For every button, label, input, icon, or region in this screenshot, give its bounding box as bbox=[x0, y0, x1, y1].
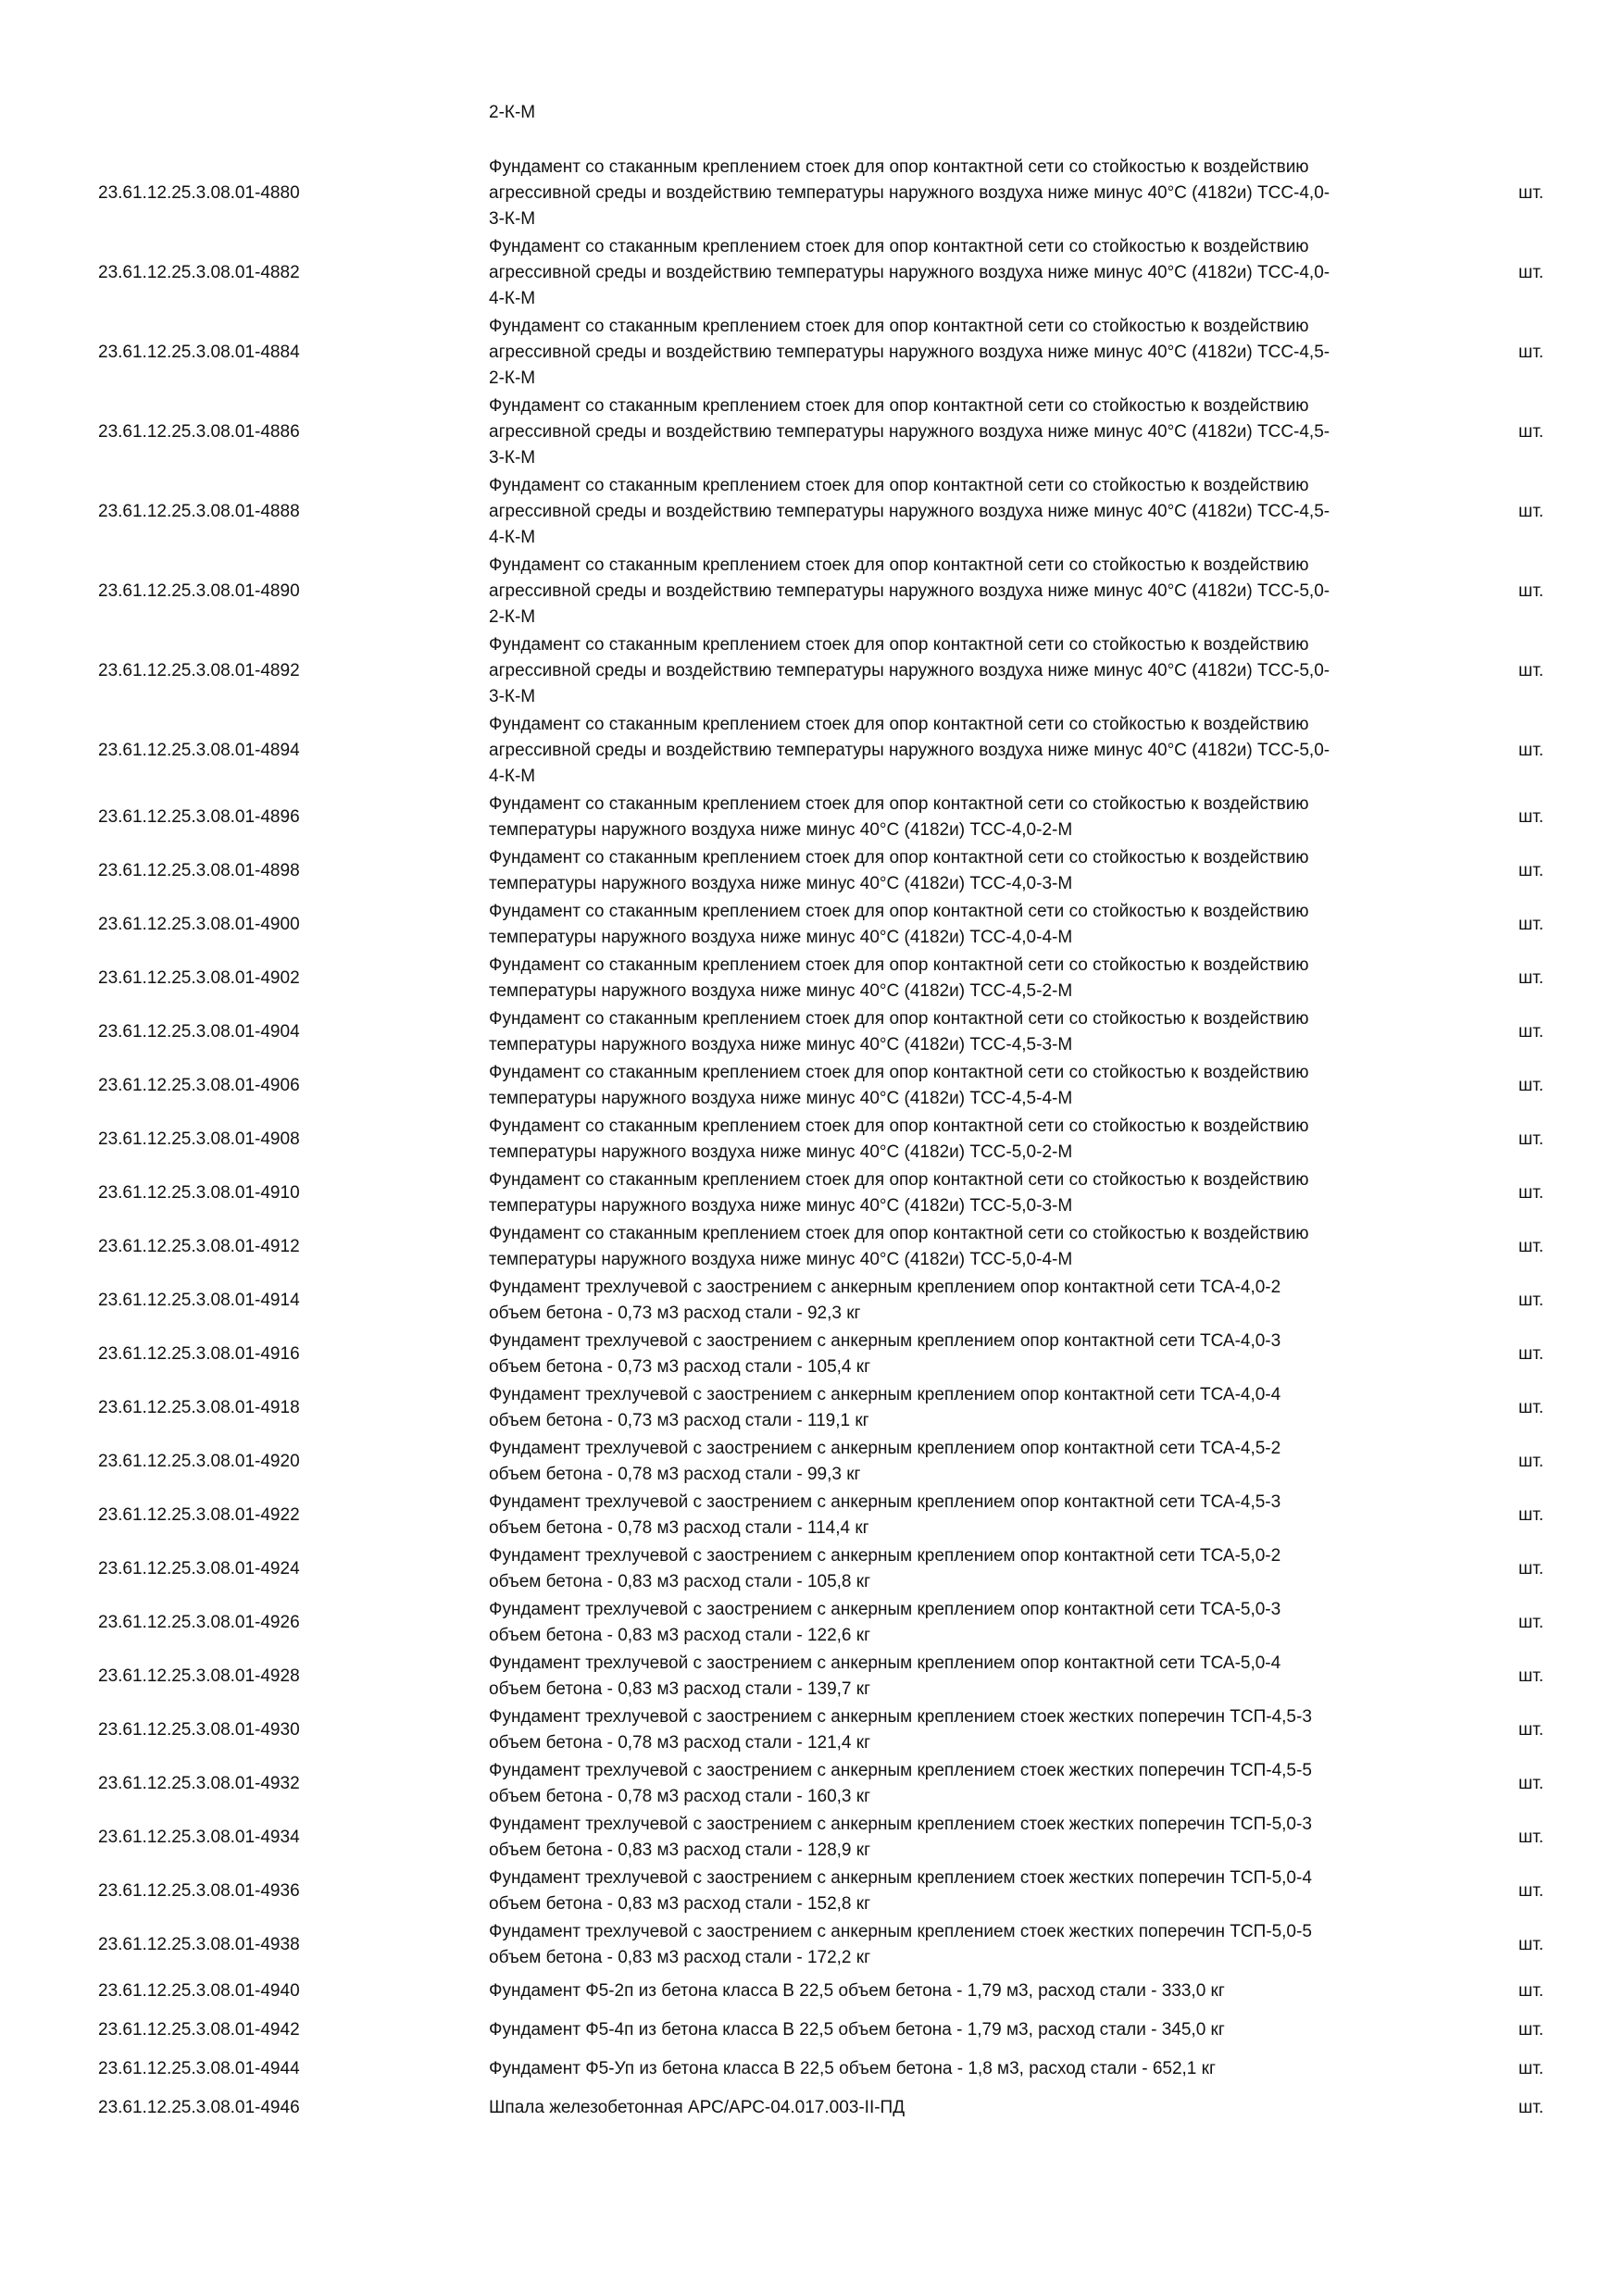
item-unit: шт. bbox=[1518, 806, 1544, 827]
item-code: 23.61.12.25.3.08.01-4882 bbox=[98, 262, 300, 282]
item-description: Фундамент со стаканным креплением стоек для опор контактной сети со стойкостью к воздействию температуры наружного воздуха ниже минус 40°С (4182и) ТСС-4,5-4-М bbox=[489, 1062, 1309, 1108]
item-code: 23.61.12.25.3.08.01-4928 bbox=[98, 1666, 300, 1686]
item-unit: шт. bbox=[1518, 1504, 1544, 1525]
item-description: Фундамент трехлучевой с заострением с анкерным креплением опор контактной сети ТСА-4,0-4 объем бетона - 0,73 м3 расход стали - 119,1 кг bbox=[489, 1384, 1281, 1430]
item-description: Фундамент трехлучевой с заострением с анкерным креплением опор контактной сети ТСА-4,0-2 объем бетона - 0,73 м3 расход стали - 92,3 кг bbox=[489, 1277, 1281, 1323]
item-list bbox=[0, 154, 1624, 2128]
item-unit: шт. bbox=[1518, 421, 1544, 442]
table-row bbox=[0, 1381, 1624, 1434]
item-description: Фундамент трехлучевой с заострением с анкерным креплением стоек жестких поперечин ТСП-5,0-5 объем бетона - 0,83 м3 расход стали - 172,2 кг bbox=[489, 1921, 1312, 1967]
item-unit: шт. bbox=[1518, 1236, 1544, 1256]
table-row bbox=[0, 1489, 1624, 1541]
item-description: Фундамент трехлучевой с заострением с анкерным креплением опор контактной сети ТСА-5,0-2 объем бетона - 0,83 м3 расход стали - 105,8 кг bbox=[489, 1545, 1281, 1591]
item-description: Фундамент со стаканным креплением стоек для опор контактной сети со стойкостью к воздействию температуры наружного воздуха ниже минус 40°С (4182и) ТСС-4,5-3-М bbox=[489, 1008, 1309, 1054]
item-code: 23.61.12.25.3.08.01-4912 bbox=[98, 1236, 300, 1256]
table-row bbox=[0, 1435, 1624, 1488]
table-row bbox=[0, 2050, 1624, 2088]
table-row bbox=[0, 313, 1624, 392]
item-description: Фундамент трехлучевой с заострением с анкерным креплением стоек жестких поперечин ТСП-5,0-3 объем бетона - 0,83 м3 расход стали - 128,9 кг bbox=[489, 1814, 1312, 1860]
item-unit: шт. bbox=[1518, 342, 1544, 362]
item-unit: шт. bbox=[1518, 1075, 1544, 1095]
item-description: Фундамент со стаканным креплением стоек для опор контактной сети со стойкостью к воздействию агрессивной среды и воздействию температуры наружного воздуха ниже минус 40°С (4182и) ТСС-4,5- 2-К-М bbox=[489, 316, 1330, 388]
item-code: 23.61.12.25.3.08.01-4932 bbox=[98, 1773, 300, 1793]
item-unit: шт. bbox=[1518, 182, 1544, 203]
table-row bbox=[0, 1167, 1624, 1219]
item-description: Фундамент Ф5-4п из бетона класса В 22,5 объем бетона - 1,79 м3, расход стали - 345,0 кг bbox=[489, 2019, 1225, 2040]
continuation-text: 2-К-М bbox=[489, 103, 536, 122]
item-unit: шт. bbox=[1518, 1880, 1544, 1901]
table-row bbox=[0, 1865, 1624, 1917]
item-unit: шт. bbox=[1518, 740, 1544, 760]
table-row bbox=[0, 1328, 1624, 1380]
item-unit: шт. bbox=[1518, 1827, 1544, 1847]
item-unit: шт. bbox=[1518, 262, 1544, 282]
table-row bbox=[0, 1059, 1624, 1112]
item-unit: шт. bbox=[1518, 1290, 1544, 1310]
table-row bbox=[0, 1757, 1624, 1810]
item-code: 23.61.12.25.3.08.01-4890 bbox=[98, 580, 300, 601]
item-code: 23.61.12.25.3.08.01-4896 bbox=[98, 806, 300, 827]
item-unit: шт. bbox=[1518, 1021, 1544, 1042]
item-description: Фундамент со стаканным креплением стоек для опор контактной сети со стойкостью к воздействию температуры наружного воздуха ниже минус 40°С (4182и) ТСС-5,0-4-М bbox=[489, 1223, 1309, 1269]
table-row bbox=[0, 898, 1624, 951]
item-code: 23.61.12.25.3.08.01-4930 bbox=[98, 1719, 300, 1740]
item-description: Фундамент Ф5-2п из бетона класса В 22,5 объем бетона - 1,79 м3, расход стали - 333,0 кг bbox=[489, 1980, 1225, 2001]
table-row bbox=[0, 1703, 1624, 1756]
item-code: 23.61.12.25.3.08.01-4934 bbox=[98, 1827, 300, 1847]
item-unit: шт. bbox=[1518, 1558, 1544, 1578]
item-code: 23.61.12.25.3.08.01-4936 bbox=[98, 1880, 300, 1901]
item-unit: шт. bbox=[1518, 2058, 1544, 2078]
table-row bbox=[0, 233, 1624, 312]
item-code: 23.61.12.25.3.08.01-4900 bbox=[98, 914, 300, 934]
table-row bbox=[0, 791, 1624, 843]
table-row bbox=[0, 952, 1624, 1004]
item-description: Фундамент со стаканным креплением стоек для опор контактной сети со стойкостью к воздействию агрессивной среды и воздействию температуры наружного воздуха ниже минус 40°С (4182и) ТСС-4,0- 3-К-М bbox=[489, 156, 1330, 229]
item-description: Фундамент трехлучевой с заострением с анкерным креплением опор контактной сети ТСА-5,0-4 объем бетона - 0,83 м3 расход стали - 139,7 кг bbox=[489, 1653, 1281, 1699]
item-description: Фундамент трехлучевой с заострением с анкерным креплением стоек жестких поперечин ТСП-5,0-4 объем бетона - 0,83 м3 расход стали - 152,8 кг bbox=[489, 1867, 1312, 1914]
item-description: Фундамент трехлучевой с заострением с анкерным креплением опор контактной сети ТСА-4,5-2 объем бетона - 0,78 м3 расход стали - 99,3 кг bbox=[489, 1438, 1281, 1484]
item-description: Фундамент со стаканным креплением стоек для опор контактной сети со стойкостью к воздействию температуры наружного воздуха ниже минус 40°С (4182и) ТСС-5,0-2-М bbox=[489, 1116, 1309, 1162]
item-unit: шт. bbox=[1518, 967, 1544, 988]
table-row bbox=[0, 1650, 1624, 1703]
item-description: Фундамент трехлучевой с заострением с анкерным креплением стоек жестких поперечин ТСП-4,5-3 объем бетона - 0,78 м3 расход стали - 121,4 кг bbox=[489, 1706, 1312, 1753]
item-unit: шт. bbox=[1518, 1129, 1544, 1149]
table-row bbox=[0, 1005, 1624, 1058]
item-code: 23.61.12.25.3.08.01-4880 bbox=[98, 182, 300, 203]
item-description: Фундамент со стаканным креплением стоек для опор контактной сети со стойкостью к воздействию температуры наружного воздуха ниже минус 40°С (4182и) ТСС-4,0-4-М bbox=[489, 901, 1309, 947]
item-code: 23.61.12.25.3.08.01-4884 bbox=[98, 342, 300, 362]
item-description: Фундамент трехлучевой с заострением с анкерным креплением опор контактной сети ТСА-4,0-3 объем бетона - 0,73 м3 расход стали - 105,4 кг bbox=[489, 1330, 1281, 1377]
table-row bbox=[0, 1972, 1624, 2010]
item-code: 23.61.12.25.3.08.01-4906 bbox=[98, 1075, 300, 1095]
item-unit: шт. bbox=[1518, 660, 1544, 680]
item-code: 23.61.12.25.3.08.01-4938 bbox=[98, 1934, 300, 1954]
item-description: Фундамент со стаканным креплением стоек для опор контактной сети со стойкостью к воздействию агрессивной среды и воздействию температуры наружного воздуха ниже минус 40°С (4182и) ТСС-5,0- 3-К-М bbox=[489, 634, 1330, 706]
item-unit: шт. bbox=[1518, 1666, 1544, 1686]
item-code: 23.61.12.25.3.08.01-4926 bbox=[98, 1612, 300, 1632]
item-code: 23.61.12.25.3.08.01-4892 bbox=[98, 660, 300, 680]
item-description: Фундамент со стаканным креплением стоек для опор контактной сети со стойкостью к воздействию агрессивной среды и воздействию температуры наружного воздуха ниже минус 40°С (4182и) ТСС-4,5- 4-К-М bbox=[489, 475, 1330, 547]
item-description: Фундамент Ф5-Уп из бетона класса В 22,5 объем бетона - 1,8 м3, расход стали - 652,1 кг bbox=[489, 2058, 1216, 2078]
table-row bbox=[0, 1542, 1624, 1595]
item-code: 23.61.12.25.3.08.01-4894 bbox=[98, 740, 300, 760]
item-unit: шт. bbox=[1518, 860, 1544, 880]
table-row bbox=[0, 2089, 1624, 2127]
item-code: 23.61.12.25.3.08.01-4914 bbox=[98, 1290, 300, 1310]
table-row bbox=[0, 2011, 1624, 2049]
item-description: Фундамент со стаканным креплением стоек для опор контактной сети со стойкостью к воздействию температуры наружного воздуха ниже минус 40°С (4182и) ТСС-5,0-3-М bbox=[489, 1169, 1309, 1216]
item-unit: шт. bbox=[1518, 580, 1544, 601]
table-row bbox=[0, 1220, 1624, 1273]
item-description: Фундамент трехлучевой с заострением с анкерным креплением опор контактной сети ТСА-5,0-3 объем бетона - 0,83 м3 расход стали - 122,6 кг bbox=[489, 1599, 1281, 1645]
item-description: Шпала железобетонная АРС/АРС-04.017.003-II-ПД bbox=[489, 2097, 906, 2117]
item-description: Фундамент со стаканным креплением стоек для опор контактной сети со стойкостью к воздействию агрессивной среды и воздействию температуры наружного воздуха ниже минус 40°С (4182и) ТСС-4,5- 3-К-М bbox=[489, 395, 1330, 468]
table-row bbox=[0, 1811, 1624, 1864]
item-code: 23.61.12.25.3.08.01-4920 bbox=[98, 1451, 300, 1471]
item-code: 23.61.12.25.3.08.01-4922 bbox=[98, 1504, 300, 1525]
item-code: 23.61.12.25.3.08.01-4886 bbox=[98, 421, 300, 442]
table-row bbox=[0, 844, 1624, 897]
item-code: 23.61.12.25.3.08.01-4942 bbox=[98, 2019, 300, 2040]
item-unit: шт. bbox=[1518, 914, 1544, 934]
item-unit: шт. bbox=[1518, 1182, 1544, 1203]
item-unit: шт. bbox=[1518, 1397, 1544, 1417]
item-code: 23.61.12.25.3.08.01-4904 bbox=[98, 1021, 300, 1042]
table-row bbox=[0, 711, 1624, 790]
item-description: Фундамент со стаканным креплением стоек для опор контактной сети со стойкостью к воздействию температуры наружного воздуха ниже минус 40°С (4182и) ТСС-4,0-2-М bbox=[489, 793, 1309, 840]
item-unit: шт. bbox=[1518, 1343, 1544, 1364]
item-code: 23.61.12.25.3.08.01-4898 bbox=[98, 860, 300, 880]
item-unit: шт. bbox=[1518, 1934, 1544, 1954]
item-unit: шт. bbox=[1518, 2019, 1544, 2040]
item-code: 23.61.12.25.3.08.01-4910 bbox=[98, 1182, 300, 1203]
item-description: Фундамент со стаканным креплением стоек для опор контактной сети со стойкостью к воздействию агрессивной среды и воздействию температуры наружного воздуха ниже минус 40°С (4182и) ТСС-5,0- 2-К-М bbox=[489, 555, 1330, 627]
item-description: Фундамент со стаканным креплением стоек для опор контактной сети со стойкостью к воздействию агрессивной среды и воздействию температуры наружного воздуха ниже минус 40°С (4182и) ТСС-5,0- 4-К-М bbox=[489, 714, 1330, 786]
item-unit: шт. bbox=[1518, 1773, 1544, 1793]
table-row bbox=[0, 1274, 1624, 1327]
item-description: Фундамент трехлучевой с заострением с анкерным креплением опор контактной сети ТСА-4,5-3 объем бетона - 0,78 м3 расход стали - 114,4 кг bbox=[489, 1491, 1281, 1538]
item-description: Фундамент со стаканным креплением стоек для опор контактной сети со стойкостью к воздействию температуры наружного воздуха ниже минус 40°С (4182и) ТСС-4,5-2-М bbox=[489, 955, 1309, 1001]
table-row bbox=[0, 631, 1624, 710]
item-code: 23.61.12.25.3.08.01-4946 bbox=[98, 2097, 300, 2117]
item-code: 23.61.12.25.3.08.01-4888 bbox=[98, 501, 300, 521]
item-unit: шт. bbox=[1518, 501, 1544, 521]
item-unit: шт. bbox=[1518, 1612, 1544, 1632]
item-unit: шт. bbox=[1518, 1980, 1544, 2001]
table-row bbox=[0, 472, 1624, 551]
item-code: 23.61.12.25.3.08.01-4940 bbox=[98, 1980, 300, 2001]
item-unit: шт. bbox=[1518, 2097, 1544, 2117]
item-code: 23.61.12.25.3.08.01-4918 bbox=[98, 1397, 300, 1417]
item-code: 23.61.12.25.3.08.01-4916 bbox=[98, 1343, 300, 1364]
table-row bbox=[0, 552, 1624, 630]
item-unit: шт. bbox=[1518, 1451, 1544, 1471]
table-row bbox=[0, 1113, 1624, 1166]
table-row bbox=[0, 393, 1624, 471]
item-code: 23.61.12.25.3.08.01-4944 bbox=[98, 2058, 300, 2078]
item-unit: шт. bbox=[1518, 1719, 1544, 1740]
table-row bbox=[0, 1918, 1624, 1971]
item-description: Фундамент трехлучевой с заострением с анкерным креплением стоек жестких поперечин ТСП-4,5-5 объем бетона - 0,78 м3 расход стали - 160,3 кг bbox=[489, 1760, 1312, 1806]
table-row bbox=[0, 154, 1624, 232]
item-code: 23.61.12.25.3.08.01-4908 bbox=[98, 1129, 300, 1149]
table-row bbox=[0, 1596, 1624, 1649]
item-description: Фундамент со стаканным креплением стоек для опор контактной сети со стойкостью к воздействию температуры наружного воздуха ниже минус 40°С (4182и) ТСС-4,0-3-М bbox=[489, 847, 1309, 893]
item-description: Фундамент со стаканным креплением стоек для опор контактной сети со стойкостью к воздействию агрессивной среды и воздействию температуры наружного воздуха ниже минус 40°С (4182и) ТСС-4,0- 4-К-М bbox=[489, 236, 1330, 308]
item-code: 23.61.12.25.3.08.01-4924 bbox=[98, 1558, 300, 1578]
item-code: 23.61.12.25.3.08.01-4902 bbox=[98, 967, 300, 988]
